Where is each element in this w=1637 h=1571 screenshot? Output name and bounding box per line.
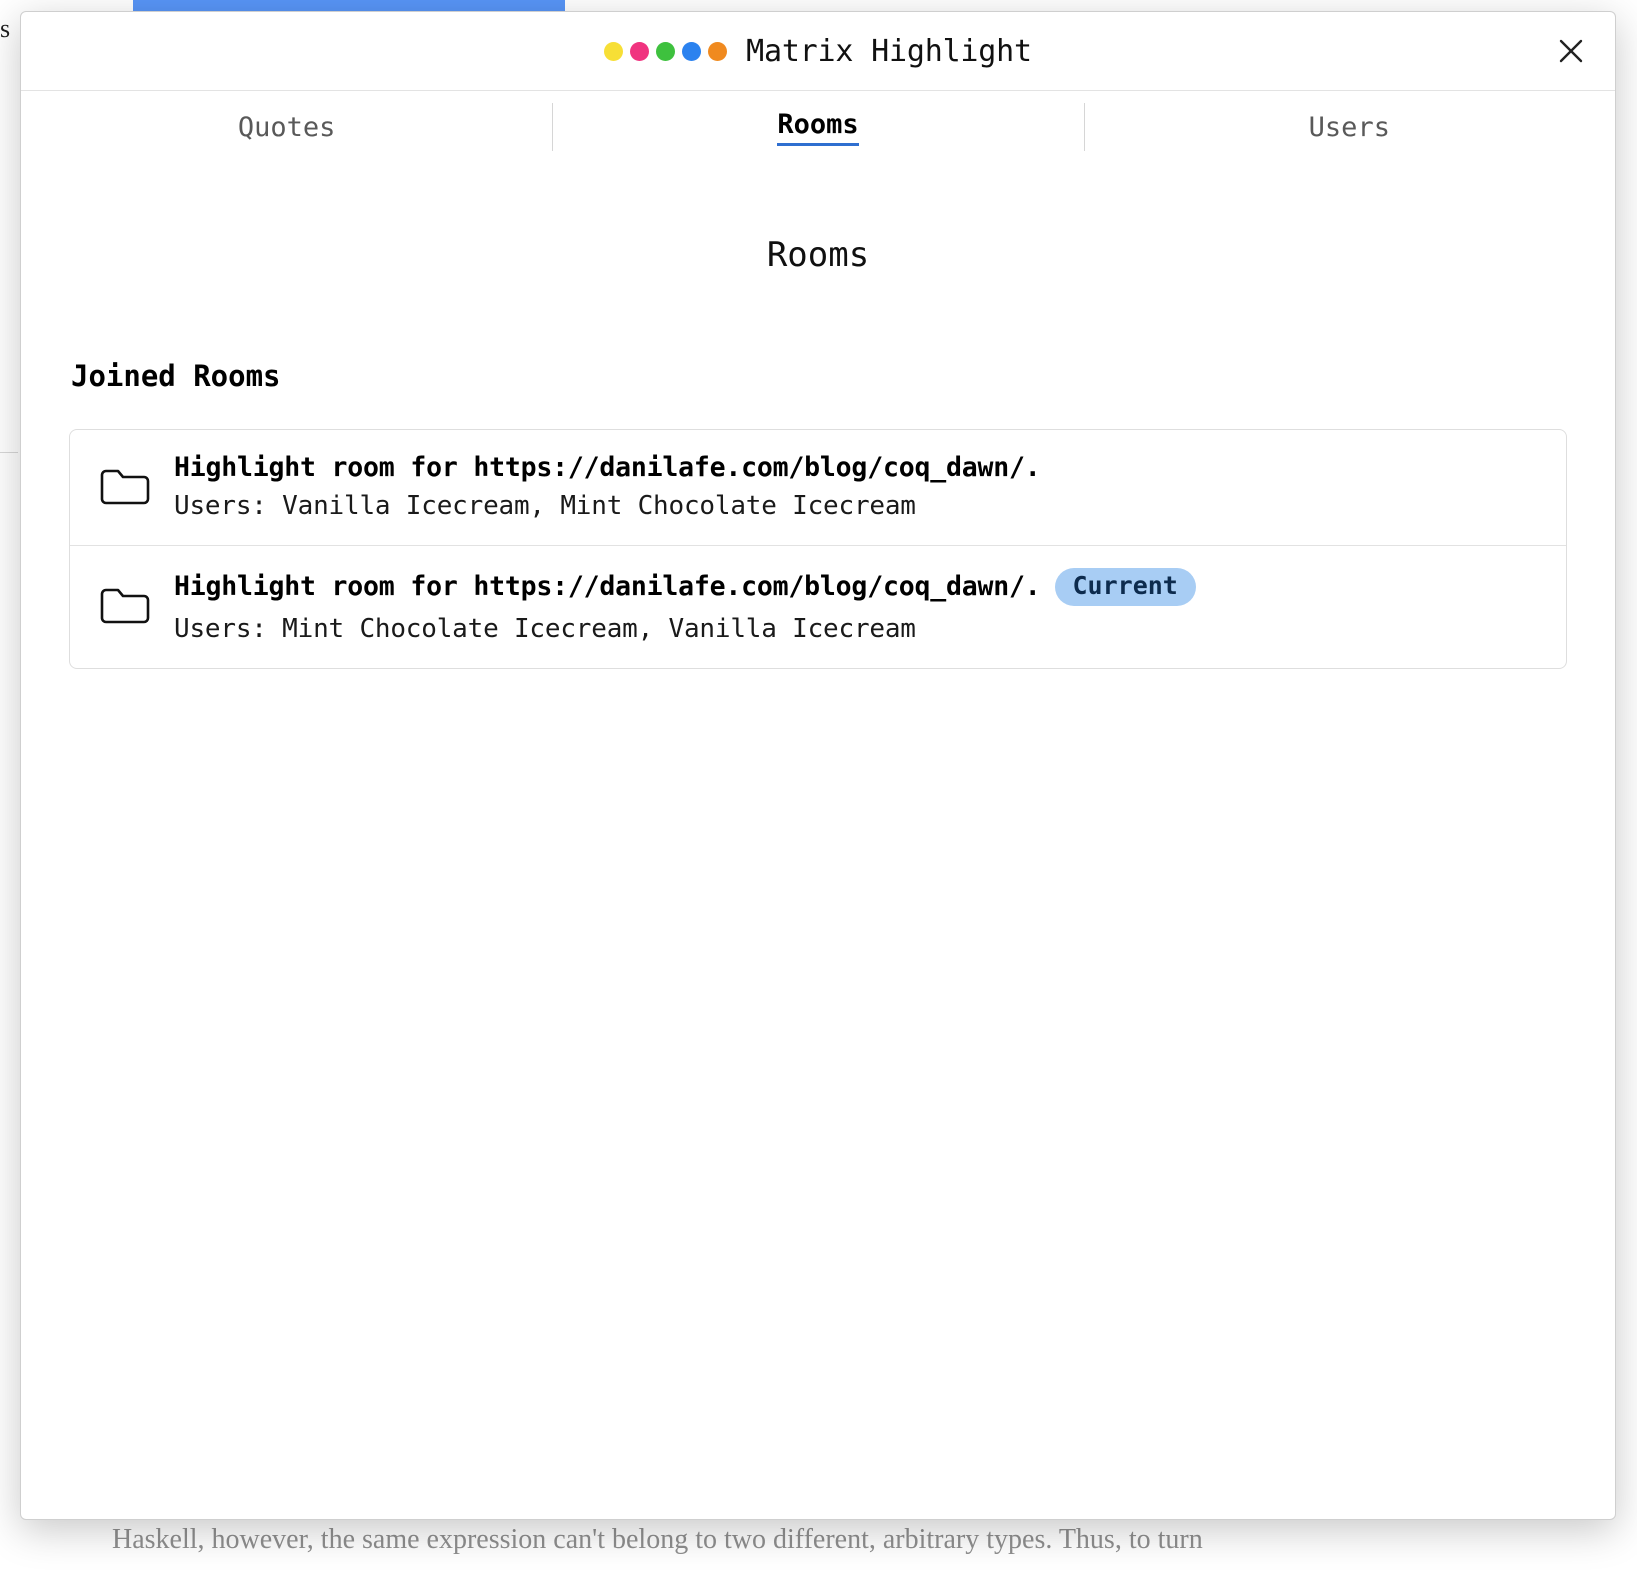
folder-icon xyxy=(98,584,152,628)
background-text-left: s xyxy=(0,14,11,43)
matrix-highlight-modal xyxy=(20,11,1616,1520)
logo-dot-orange xyxy=(708,42,727,61)
rooms-list xyxy=(69,429,1567,669)
page-title: Rooms xyxy=(766,235,870,275)
room-title: Highlight room for https://danilafe.com/blog/coq_dawn/. xyxy=(174,452,1041,483)
tab-quotes[interactable] xyxy=(21,91,552,163)
room-users: Users: Mint Chocolate Icecream, Vanilla Icecream xyxy=(174,613,916,644)
list-item[interactable] xyxy=(70,430,1566,545)
tab-users[interactable] xyxy=(1084,91,1615,163)
tab-rooms-label: Rooms xyxy=(777,109,858,146)
room-title-line xyxy=(174,568,1196,606)
section-title-joined-rooms: Joined Rooms xyxy=(71,359,281,393)
close-icon[interactable] xyxy=(1551,31,1591,71)
modal-title: Matrix Highlight xyxy=(746,33,1032,69)
logo-dot-blue xyxy=(682,42,701,61)
list-item[interactable] xyxy=(70,545,1566,668)
background-divider xyxy=(0,452,18,453)
room-details xyxy=(174,568,1196,644)
logo-dot-green xyxy=(656,42,675,61)
room-users: Users: Vanilla Icecream, Mint Chocolate Icecream xyxy=(174,491,916,521)
room-title: Highlight room for https://danilafe.com/blog/coq_dawn/. xyxy=(174,571,1041,603)
app-logo xyxy=(604,42,727,61)
logo-dot-pink xyxy=(630,42,649,61)
tab-rooms[interactable] xyxy=(552,91,1083,163)
tab-quotes-label: Quotes xyxy=(237,111,336,143)
room-title-line xyxy=(174,452,1041,483)
room-details xyxy=(174,452,1041,521)
logo-dot-yellow xyxy=(604,42,623,61)
status-badge: Current xyxy=(1055,568,1196,606)
background-text-bottom: Haskell, however, the same expression can't belong to two different, arbitrary types. Thus, to turn xyxy=(112,1524,1203,1555)
modal-titlebar xyxy=(21,12,1615,91)
tab-bar xyxy=(21,91,1615,163)
tab-users-label: Users xyxy=(1308,111,1390,143)
folder-icon xyxy=(98,465,152,509)
